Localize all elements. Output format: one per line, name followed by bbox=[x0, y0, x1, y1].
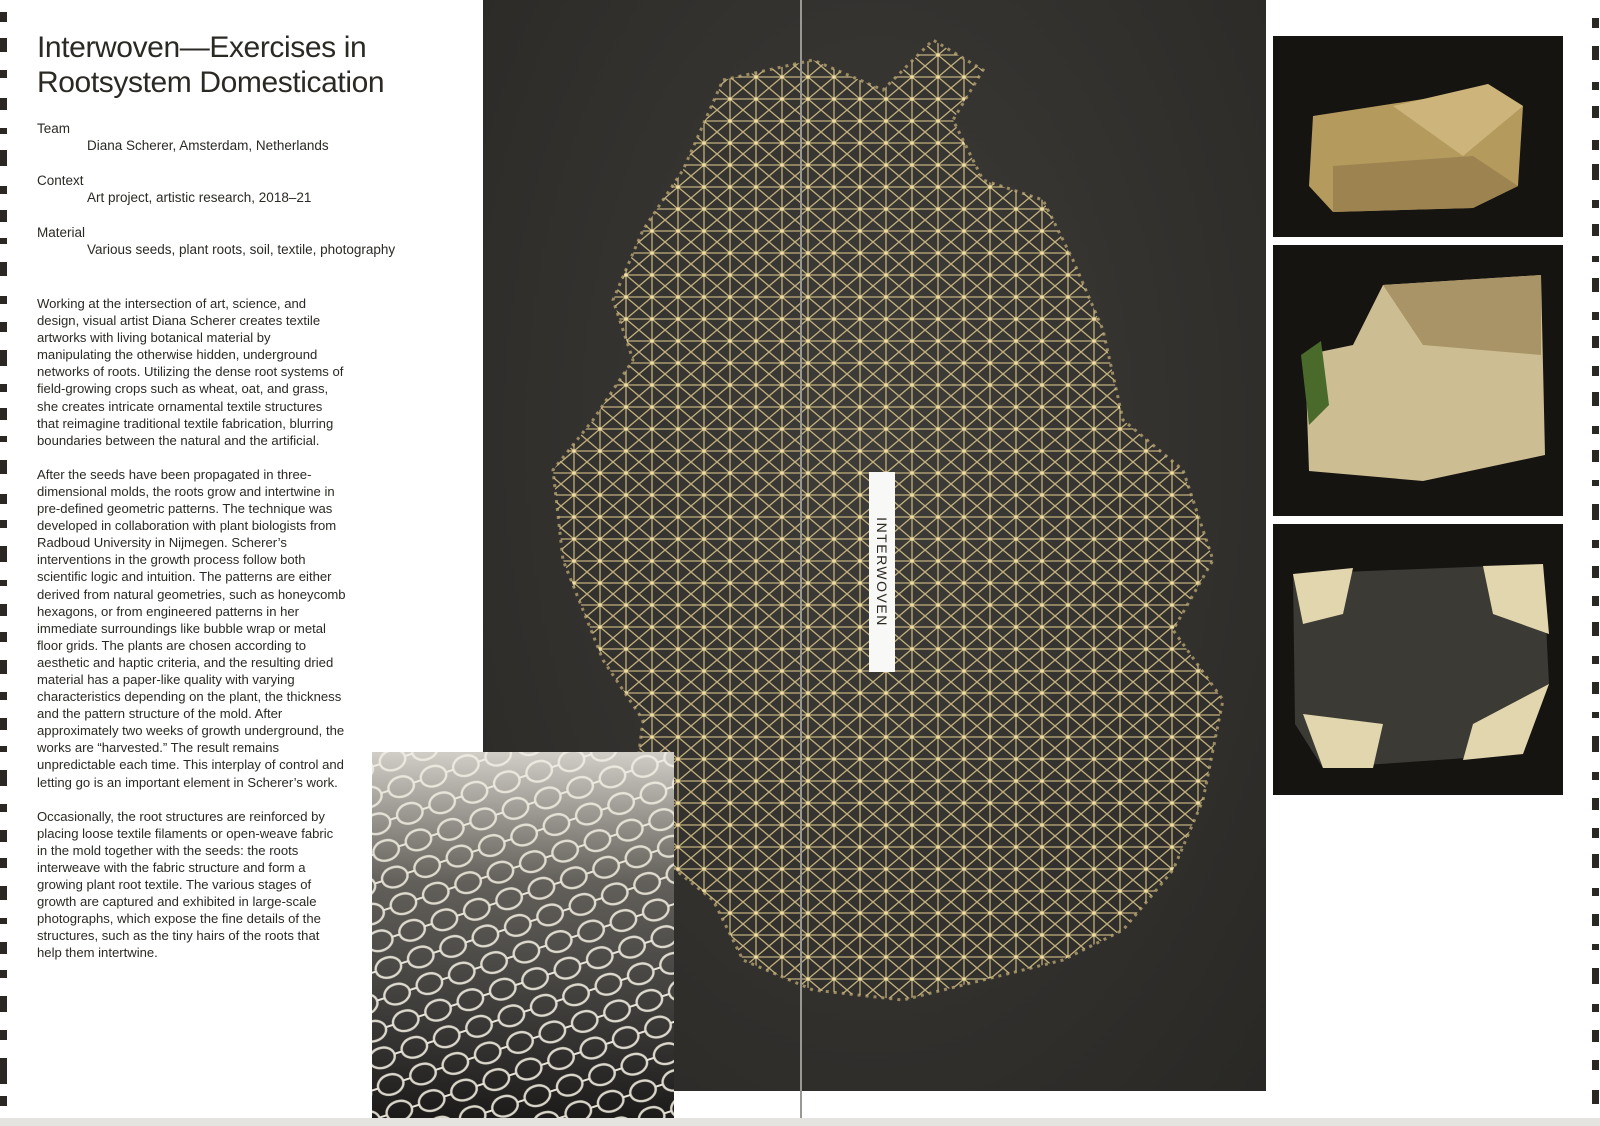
meta-team-label: Team bbox=[37, 121, 71, 136]
right-page-edge-marks bbox=[1592, 0, 1600, 1126]
body-paragraph: After the seeds have been propagated in three-dimensional molds, the roots grow and intertwine in pre-defined geometric patterns. The technique was developed in collaboration with plant biologists from Radboud University in Nijmegen. Scherer’s interventions in the growth process follow both scientific logic and intuition. The patterns are either derived from natural geometries, such as honeycomb hexagons, or from engineered patterns in her immediate surroundings like bubble wrap or metal floor grids. The plants are chosen according to aesthetic and haptic criteria, and the resulting dried material has a paper-like quality with varying characteristics depending on the plant, the thickness and the pattern structure of the mold. After approximately two weeks of growth underground, the works are “harvested.” The result remains unpredictable each time. This interplay of control and letting go is an important element in Scherer’s work. bbox=[37, 466, 346, 790]
meta-context-label: Context bbox=[37, 173, 84, 188]
thumbnail-root-block bbox=[1273, 524, 1563, 795]
root-closeup-photo bbox=[372, 752, 674, 1126]
root-mat-with-grass-icon bbox=[1273, 245, 1563, 516]
interwoven-label-text: INTERWOVEN bbox=[874, 517, 890, 627]
body-paragraph: Working at the intersection of art, science, and design, visual artist Diana Scherer creates textile artworks with living botanical material by manipulating the otherwise hidden, underground networks of roots. Utilizing the dense root systems of field-growing crops such as wheat, oat, and grass, she creates intricate ornamental textile structures that reimagine traditional textile fabrication, blurring boundaries between the natural and the artificial. bbox=[37, 296, 344, 448]
article-body bbox=[37, 295, 347, 978]
page-bottom-strip bbox=[0, 1118, 1600, 1126]
root-closeup-icon bbox=[372, 752, 674, 1126]
meta-context bbox=[37, 172, 311, 206]
article-title: Interwoven—Exercises in Rootsystem Domestication bbox=[37, 31, 385, 99]
thumbnail-root-mat bbox=[1273, 245, 1563, 516]
left-page-edge-marks bbox=[0, 0, 8, 1126]
body-paragraph: Occasionally, the root structures are reinforced by placing loose textile filaments or open-weave fabric in the mold together with the seeds: the roots interweave with the fabric structure and form a growing plant root textile. The various stages of growth are captured and exhibited in large-scale photographs, which expose the fine details of the structures, such as the tiny hairs of the roots that help them intertwine. bbox=[37, 808, 334, 961]
interwoven-label bbox=[869, 472, 895, 672]
meta-team-value: Diana Scherer, Amsterdam, Netherlands bbox=[87, 138, 329, 153]
meta-context-value: Art project, artistic research, 2018–21 bbox=[87, 190, 312, 205]
root-block-with-grid-icon bbox=[1273, 524, 1563, 795]
folded-root-textile-icon bbox=[1273, 36, 1563, 237]
meta-team bbox=[37, 120, 329, 154]
thumbnail-folded-textile bbox=[1273, 36, 1563, 237]
meta-material bbox=[37, 224, 395, 258]
spread-fold-line bbox=[800, 0, 802, 1126]
meta-material-label: Material bbox=[37, 225, 86, 240]
meta-material-value: Various seeds, plant roots, soil, textile, photography bbox=[87, 242, 396, 257]
